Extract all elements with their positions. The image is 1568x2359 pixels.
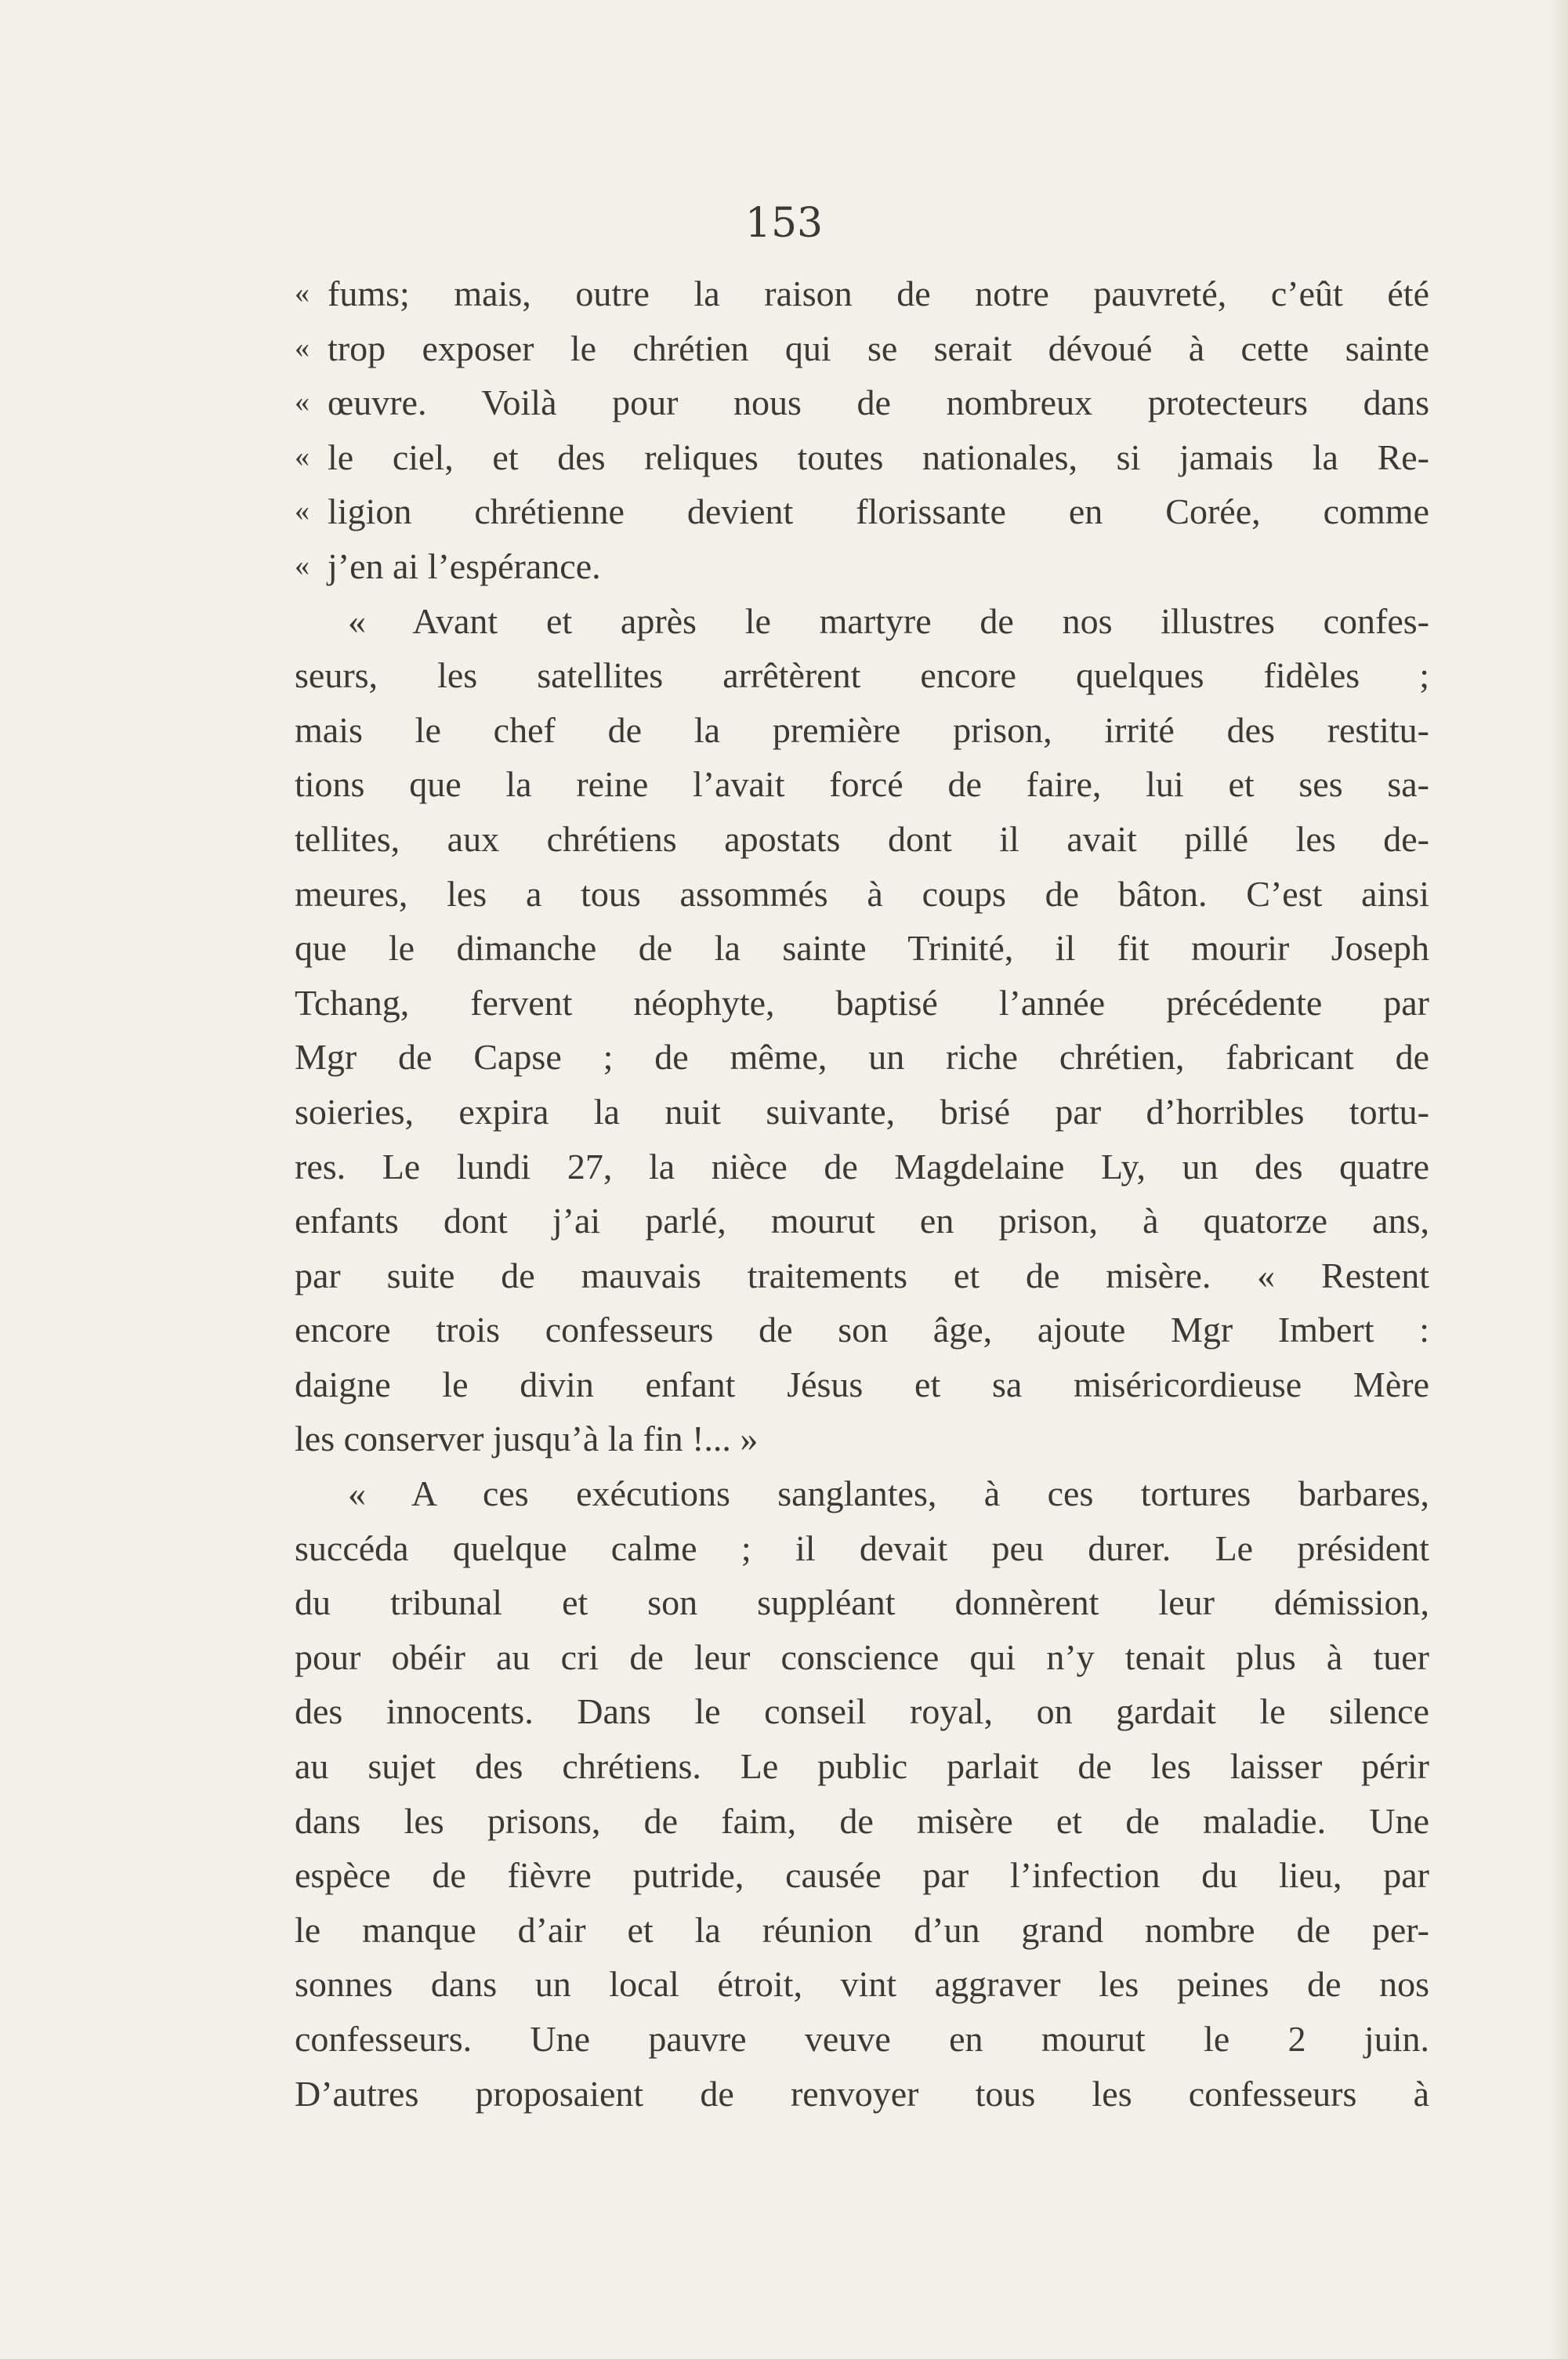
text-line <box>295 321 1429 376</box>
text-line: succéda quelque calme ; il devait peu durer. Le président <box>295 1527 1429 1568</box>
quote-mark: « <box>295 495 310 528</box>
text-line: seurs, les satellites arrêtèrent encore quelques fidèles ; <box>295 655 1429 696</box>
text-line: Tchang, fervent néophyte, baptisé l’année précédente par <box>295 982 1429 1023</box>
text-line: tellites, aux chrétiens apostats dont il avait pillé les de- <box>295 818 1429 859</box>
text-line: par suite de mauvais traitements et de misère. « Restent <box>295 1255 1429 1295</box>
text-line: au sujet des chrétiens. Le public parlait de les laisser périr <box>295 1746 1429 1787</box>
text-line: du tribunal et son suppléant donnèrent leur démission, <box>295 1582 1429 1623</box>
text-line: les conserver jusqu’à la fin !... » <box>295 1419 759 1459</box>
text-line: des innocents. Dans le conseil royal, on gardait le silence <box>295 1691 1429 1732</box>
quote-mark: « <box>295 549 310 582</box>
quote-mark: « <box>295 440 310 473</box>
text-line: pour obéir au cri de leur conscience qui n’y tenait plus à tuer <box>295 1636 1429 1677</box>
text-line: espèce de fièvre putride, causée par l’infection du lieu, par <box>295 1855 1429 1896</box>
paragraph-start-line: « A ces exécutions sanglantes, à ces tortures barbares, <box>348 1473 1429 1514</box>
text-line: mais le chef de la première prison, irrité des restitu- <box>295 709 1429 750</box>
text-line: res. Le lundi 27, la nièce de Magdelaine Ly, un des quatre <box>295 1146 1429 1187</box>
page-edge-shadow <box>1549 0 1568 2359</box>
text-line: le manque d’air et la réunion d’un grand nombre de per- <box>295 1909 1429 1950</box>
text-line <box>295 375 1429 430</box>
text-line <box>295 430 1429 485</box>
text-line <box>295 484 1429 539</box>
line-text: le ciel, et des reliques toutes nationales, si jamais la Re- <box>328 437 1429 477</box>
paragraph-start-line: « Avant et après le martyre de nos illustres confes- <box>348 600 1429 641</box>
text-line: dans les prisons, de faim, de misère et de maladie. Une <box>295 1800 1429 1841</box>
line-text: j’en ai l’espérance. <box>328 545 601 586</box>
text-line: soieries, expira la nuit suivante, brisé par d’horribles tortu- <box>295 1091 1429 1132</box>
text-line: confesseurs. Une pauvre veuve en mourut le 2 juin. <box>295 2019 1429 2059</box>
text-line: D’autres proposaient de renvoyer tous les confesseurs à <box>295 2073 1429 2114</box>
text-line <box>295 266 1429 321</box>
page-number: 153 <box>744 200 824 247</box>
text-line: enfants dont j’ai parlé, mourut en prison, à quatorze ans, <box>295 1201 1429 1241</box>
line-text: trop exposer le chrétien qui se serait dévoué à cette sainte <box>328 328 1429 368</box>
text-line: tions que la reine l’avait forcé de faire, lui et ses sa- <box>295 764 1429 805</box>
line-text: ligion chrétienne devient florissante en Corée, comme <box>328 491 1429 532</box>
text-line: sonnes dans un local étroit, vint aggraver les peines de nos <box>295 1964 1429 2005</box>
quote-mark: « <box>295 386 310 419</box>
text-line: daigne le divin enfant Jésus et sa miséricordieuse Mère <box>295 1364 1429 1404</box>
quote-mark: « <box>295 331 310 364</box>
text-line <box>295 539 1429 594</box>
body-text <box>295 266 1429 2121</box>
text-line: meures, les a tous assommés à coups de bâton. C’est ainsi <box>295 873 1429 914</box>
text-line: que le dimanche de la sainte Trinité, il fit mourir Joseph <box>295 928 1429 969</box>
text-line: encore trois confesseurs de son âge, ajoute Mgr Imbert : <box>295 1310 1429 1350</box>
line-text: œuvre. Voilà pour nous de nombreux protecteurs dans <box>328 382 1429 423</box>
text-line: Mgr de Capse ; de même, un riche chrétien, fabricant de <box>295 1037 1429 1078</box>
line-text: fums; mais, outre la raison de notre pauvreté, c’eût été <box>328 274 1429 313</box>
quote-mark: « <box>295 277 310 310</box>
